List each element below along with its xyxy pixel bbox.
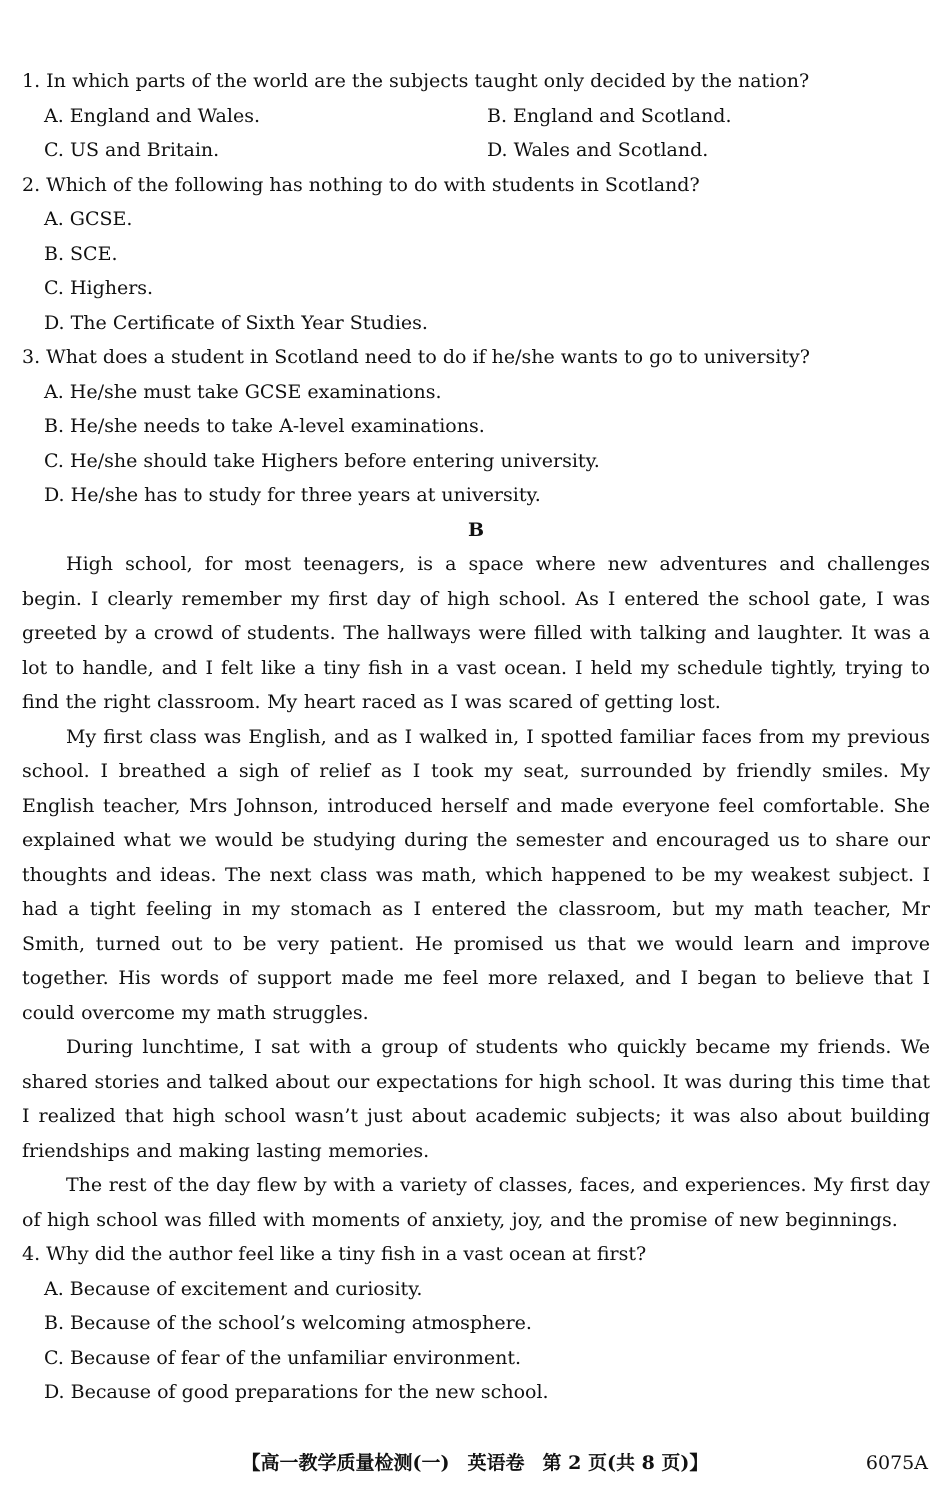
question-stem: 1. In which parts of the world are the subjects taught only decided by the nation?	[22, 70, 810, 92]
option-b: B. England and Scotland.	[487, 104, 732, 127]
option-a: A. England and Wales.	[44, 104, 260, 127]
footer-page-number: 第 2 页(共 8 页)】	[542, 1452, 709, 1474]
section-b	[22, 513, 930, 1238]
footer-title	[0, 1446, 950, 1480]
question-4	[22, 1237, 930, 1410]
footer-exam-name: 【高一教学质量检测(一)	[241, 1452, 450, 1474]
question-2	[22, 168, 930, 341]
option-a: A. GCSE.	[44, 208, 133, 230]
question-stem: 3. What does a student in Scotland need to do if he/she wants to go to university?	[22, 346, 810, 368]
footer-paper-code: 6075A	[865, 1452, 928, 1474]
passage-paragraph: The rest of the day flew by with a variety of classes, faces, and experiences. My first day of high school was filled with moments of anxiety, joy, and the promise of new beginnings.	[22, 1174, 930, 1231]
passage-paragraph: My first class was English, and as I walked in, I spotted familiar faces from my previous school. I breathed a sigh of relief as I took my seat, surrounded by friendly smiles. My English teacher, Mrs Johnson, introduced herself and made everyone feel comfortable. She explained what we would be studying during the semester and encouraged us to share our thoughts and ideas. The next class was math, which happened to be my weakest subject. I had a tight feeling in my stomach as I entered the classroom, but my math teacher, Mr Smith, turned out to be very patient. He promised us that we would learn and improve together. His words of support made me feel more relaxed, and I began to believe that I could overcome my math struggles.	[22, 725, 930, 1024]
option-b: B. He/she needs to take A-level examinations.	[44, 415, 485, 437]
question-stem: 2. Which of the following has nothing to do with students in Scotland?	[22, 173, 700, 196]
section-title: B	[467, 518, 485, 541]
passage-paragraph: During lunchtime, I sat with a group of students who quickly became my friends. We shared stories and talked about our expectations for high school. It was during this time that I realized that high school wasn’t just about academic subjects; it was also about building friendships and making lasting memories.	[22, 1036, 930, 1162]
option-c: C. Highers.	[44, 277, 154, 299]
document-page	[22, 64, 930, 1410]
passage-paragraph: High school, for most teenagers, is a space where new adventures and challenges begin. I clearly remember my first day of high school. As I entered the school gate, I was greeted by a crowd of students. The hallways were filled with talking and laughter. It was a lot to handle, and I felt like a tiny fish in a vast ocean. I held my schedule tightly, trying to find the right classroom. My heart raced as I was scared of getting lost.	[22, 553, 930, 713]
question-3	[22, 340, 930, 513]
question-1	[22, 64, 930, 168]
footer-subject: 英语卷	[467, 1452, 525, 1474]
option-a: A. Because of excitement and curiosity.	[44, 1277, 423, 1300]
option-d: D. He/she has to study for three years at university.	[44, 484, 541, 506]
page-footer	[0, 1446, 950, 1480]
question-stem: 4. Why did the author feel like a tiny fish in a vast ocean at first?	[22, 1243, 647, 1265]
option-row	[22, 133, 930, 168]
option-c: C. Because of fear of the unfamiliar environment.	[44, 1346, 522, 1369]
option-a: A. He/she must take GCSE examinations.	[44, 380, 442, 403]
option-d: D. Because of good preparations for the new school.	[44, 1381, 549, 1403]
option-c: C. He/she should take Highers before entering university.	[44, 449, 600, 472]
option-d: D. Wales and Scotland.	[487, 139, 709, 161]
option-d: D. The Certificate of Sixth Year Studies.	[44, 311, 428, 334]
option-row	[22, 99, 930, 134]
option-c: C. US and Britain.	[44, 139, 220, 161]
option-b: B. SCE.	[44, 242, 118, 265]
option-b: B. Because of the school’s welcoming atmosphere.	[44, 1312, 532, 1334]
